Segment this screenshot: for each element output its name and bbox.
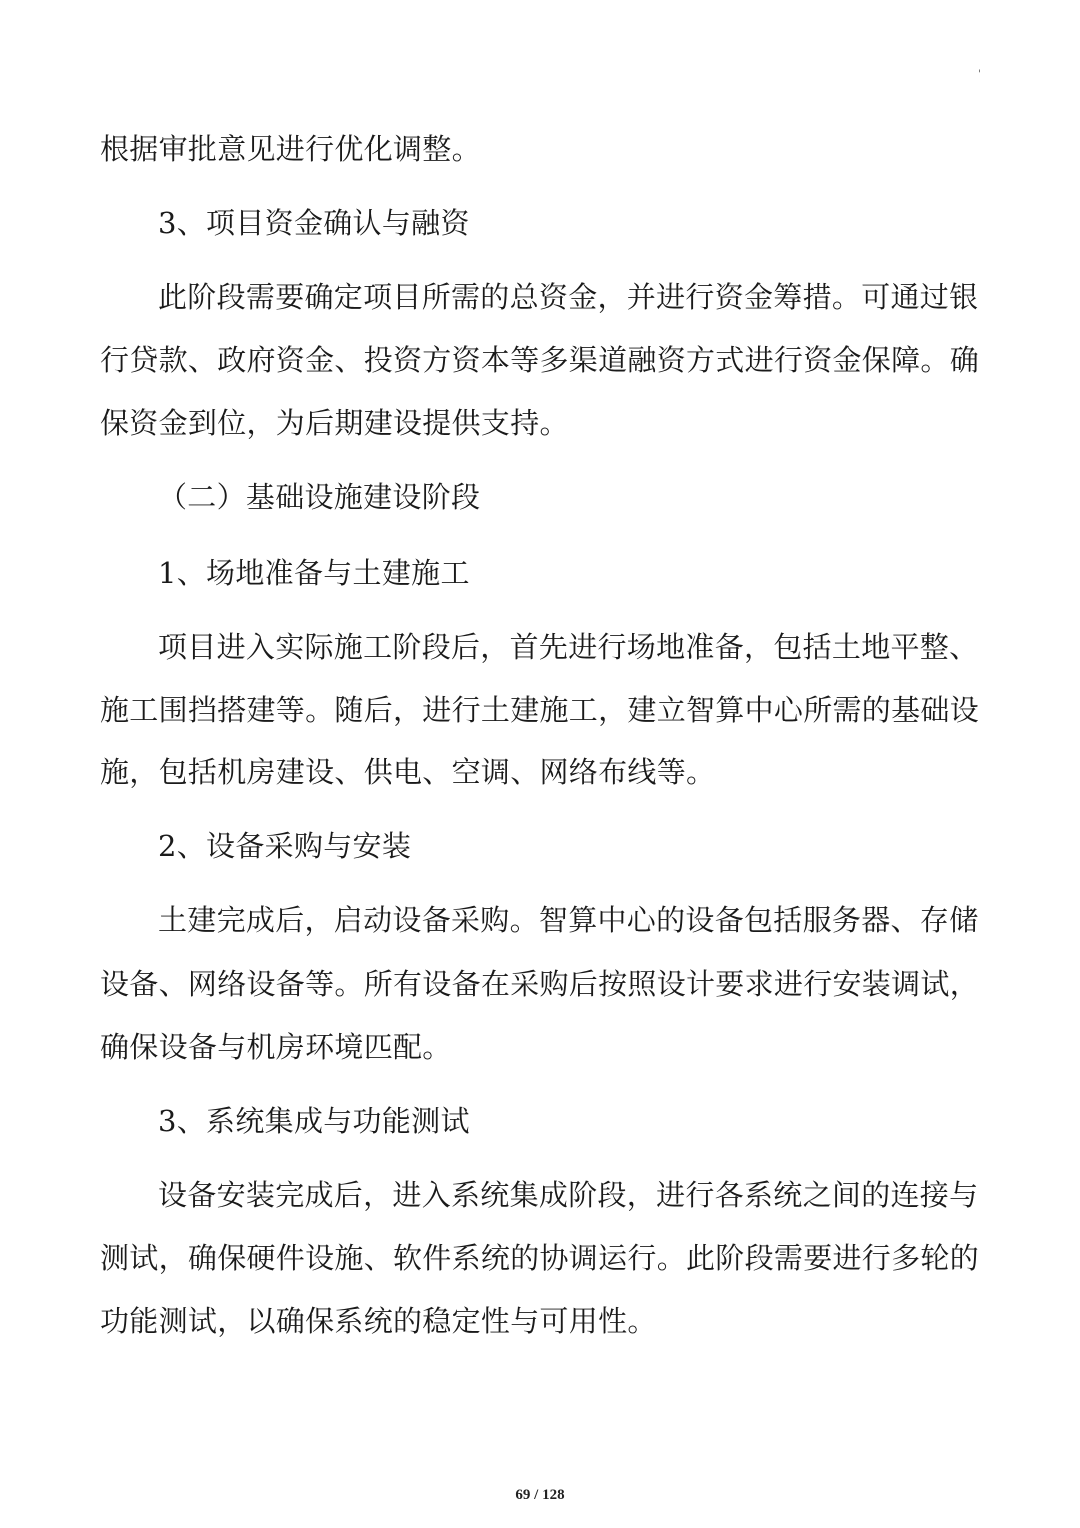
- paragraph-line: 确保设备与机房环境匹配。: [100, 1030, 452, 1064]
- page-number: 69 / 128: [515, 1487, 565, 1503]
- corner-mark: ': [978, 69, 981, 80]
- subheading: 1、场地准备与土建施工: [158, 556, 470, 590]
- paragraph-line: 保资金到位，为后期建设提供支持。: [100, 406, 569, 440]
- section-heading: （二）基础设施建设阶段: [158, 480, 481, 514]
- subheading: 3、项目资金确认与融资: [158, 206, 470, 240]
- paragraph-line: 设备安装完成后，进入系统集成阶段，进行各系统之间的连接与: [158, 1178, 979, 1212]
- paragraph-line: 此阶段需要确定项目所需的总资金，并进行资金筹措。可通过银: [158, 280, 979, 314]
- paragraph-line: 行贷款、政府资金、投资方资本等多渠道融资方式进行资金保障。确: [100, 343, 980, 377]
- subheading: 2、设备采购与安装: [158, 829, 412, 863]
- paragraph-line: 施，包括机房建设、供电、空调、网络布线等。: [100, 755, 716, 789]
- paragraph-line: 土建完成后，启动设备采购。智算中心的设备包括服务器、存储: [158, 903, 979, 937]
- subheading: 3、系统集成与功能测试: [158, 1104, 470, 1138]
- paragraph-line: 功能测试，以确保系统的稳定性与可用性。: [100, 1304, 657, 1338]
- paragraph-line: 项目进入实际施工阶段后，首先进行场地准备，包括土地平整、: [158, 630, 979, 664]
- paragraph-line: 施工围挡搭建等。随后，进行土建施工，建立智算中心所需的基础设: [100, 693, 980, 727]
- paragraph-line: 测试，确保硬件设施、软件系统的协调运行。此阶段需要进行多轮的: [100, 1241, 980, 1275]
- paragraph-line: 根据审批意见进行优化调整。: [100, 132, 481, 166]
- paragraph-line: 设备、网络设备等。所有设备在采购后按照设计要求进行安装调试，: [100, 967, 980, 1001]
